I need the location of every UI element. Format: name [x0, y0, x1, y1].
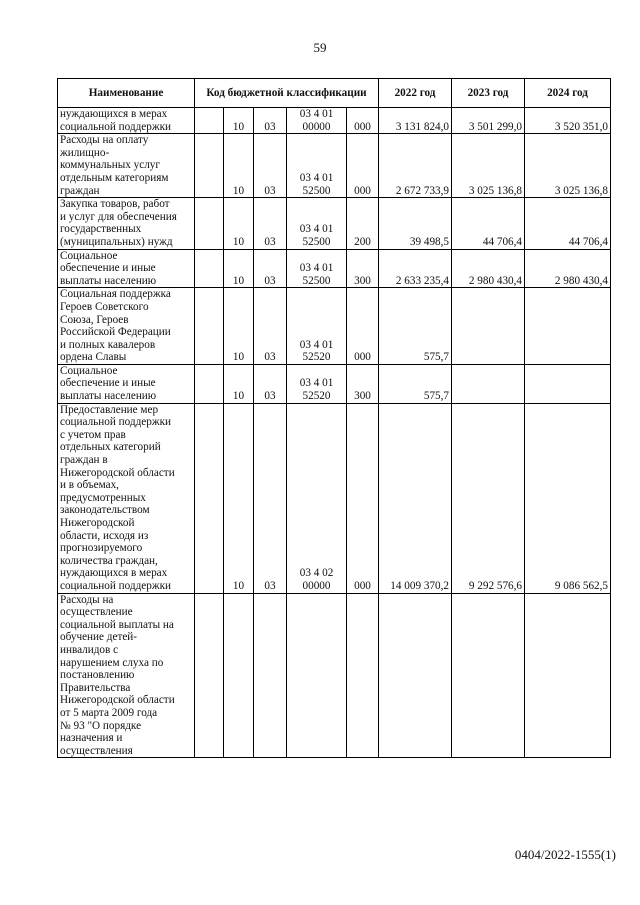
table-row	[58, 364, 611, 403]
row-subsection: 03	[254, 198, 287, 249]
table-row	[58, 403, 611, 593]
table-row	[58, 288, 611, 365]
table-header-row	[58, 79, 611, 108]
row-2023: 44 706,4	[452, 198, 525, 249]
row-2023: 9 292 576,6	[452, 403, 525, 593]
row-2024	[525, 288, 611, 365]
row-2022: 575,7	[379, 288, 452, 365]
row-expense-type: 000	[347, 288, 379, 365]
row-2023	[452, 364, 525, 403]
table-row	[58, 108, 611, 134]
row-name: Расходы на оплату жилищно- коммунальных услуг отдельным категориям граждан	[58, 134, 195, 198]
row-blank	[195, 198, 224, 249]
row-expense-type: 200	[347, 198, 379, 249]
row-2022: 14 009 370,2	[379, 403, 452, 593]
header-2022: 2022 год	[379, 79, 452, 108]
row-2022	[379, 593, 452, 758]
row-section: 10	[224, 288, 254, 365]
row-subsection: 03	[254, 108, 287, 134]
row-blank	[195, 288, 224, 365]
row-section: 10	[224, 364, 254, 403]
row-subsection: 03	[254, 288, 287, 365]
row-2024	[525, 593, 611, 758]
row-subsection: 03	[254, 364, 287, 403]
row-target-code: 03 4 01 52500	[287, 134, 347, 198]
row-2024	[525, 364, 611, 403]
row-expense-type: 000	[347, 403, 379, 593]
row-2023: 3 025 136,8	[452, 134, 525, 198]
row-target-code: 03 4 01 00000	[287, 108, 347, 134]
row-section: 10	[224, 134, 254, 198]
row-blank	[195, 134, 224, 198]
row-subsection: 03	[254, 249, 287, 288]
row-name: Социальная поддержка Героев Советского Союза, Героев Российской Федерации и полных кавалеров ордена Славы	[58, 288, 195, 365]
row-2023: 3 501 299,0	[452, 108, 525, 134]
row-2024: 9 086 562,5	[525, 403, 611, 593]
row-section: 10	[224, 108, 254, 134]
row-section: 10	[224, 249, 254, 288]
row-expense-type	[347, 593, 379, 758]
row-2022: 3 131 824,0	[379, 108, 452, 134]
row-target-code: 03 4 01 52500	[287, 198, 347, 249]
row-blank	[195, 249, 224, 288]
table-row	[58, 249, 611, 288]
row-expense-type: 300	[347, 249, 379, 288]
row-2023	[452, 288, 525, 365]
row-name: Социальное обеспечение и иные выплаты населению	[58, 364, 195, 403]
row-subsection: 03	[254, 134, 287, 198]
row-expense-type: 000	[347, 108, 379, 134]
row-name: Закупка товаров, работ и услуг для обеспечения государственных (муниципальных) нужд	[58, 198, 195, 249]
row-target-code: 03 4 02 00000	[287, 403, 347, 593]
row-target-code: 03 4 01 52520	[287, 288, 347, 365]
row-name: нуждающихся в мерах социальной поддержки	[58, 108, 195, 134]
header-2023: 2023 год	[452, 79, 525, 108]
row-name: Социальное обеспечение и иные выплаты населению	[58, 249, 195, 288]
header-name: Наименование	[58, 79, 195, 108]
table-row	[58, 593, 611, 758]
row-section: 10	[224, 403, 254, 593]
row-subsection	[254, 593, 287, 758]
row-2024: 2 980 430,4	[525, 249, 611, 288]
row-target-code	[287, 593, 347, 758]
row-name: Предоставление мер социальной поддержки с учетом прав отдельных категорий граждан в Нижегородской области и в объемах, предусмотренных законодательством Нижегородской области, исходя из прогнозируемого количества граждан, нуждающихся в мерах социальной поддержки	[58, 403, 195, 593]
row-2024: 44 706,4	[525, 198, 611, 249]
row-expense-type: 300	[347, 364, 379, 403]
row-2024: 3 520 351,0	[525, 108, 611, 134]
table-row	[58, 134, 611, 198]
row-expense-type: 000	[347, 134, 379, 198]
row-2022: 2 672 733,9	[379, 134, 452, 198]
row-blank	[195, 403, 224, 593]
row-2023: 2 980 430,4	[452, 249, 525, 288]
row-section	[224, 593, 254, 758]
row-2022: 2 633 235,4	[379, 249, 452, 288]
header-2024: 2024 год	[525, 79, 611, 108]
row-blank	[195, 364, 224, 403]
row-blank	[195, 108, 224, 134]
row-blank	[195, 593, 224, 758]
row-2022: 39 498,5	[379, 198, 452, 249]
row-section: 10	[224, 198, 254, 249]
page-number: 59	[313, 40, 327, 55]
document-code: 0404/2022-1555(1)	[514, 847, 616, 862]
row-subsection: 03	[254, 403, 287, 593]
row-2023	[452, 593, 525, 758]
row-target-code: 03 4 01 52520	[287, 364, 347, 403]
table-row	[58, 198, 611, 249]
row-target-code: 03 4 01 52500	[287, 249, 347, 288]
row-2024: 3 025 136,8	[525, 134, 611, 198]
budget-table	[57, 78, 611, 758]
row-name: Расходы на осуществление социальной выплаты на обучение детей- инвалидов с нарушением слуха по постановлению Правительства Нижегородской области от 5 марта 2009 года № 93 "О порядке назначения и осуществления	[58, 593, 195, 758]
header-code: Код бюджетной классификации	[195, 79, 379, 108]
row-2022: 575,7	[379, 364, 452, 403]
